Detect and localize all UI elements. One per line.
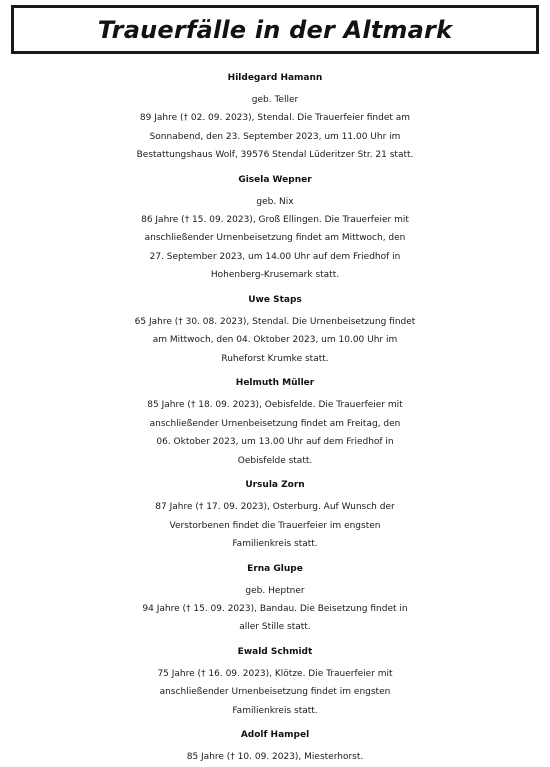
obituary-text (0, 313, 550, 369)
obituary-text (0, 498, 550, 554)
obituary-text-line: Ruheforst Krumke statt. (221, 353, 329, 364)
obituary-text (0, 211, 550, 285)
obituary-entry (0, 723, 550, 767)
page-title: Trauerfälle in der Altmark (97, 15, 453, 44)
obituary-text-line: Hohenberg-Krusemark statt. (210, 270, 340, 280)
obituary-text-line: Familienkreis statt. (232, 539, 318, 549)
obituary-text (0, 109, 550, 165)
obituary-text-line: 65 Jahre († 30. 08. 2023), Stendal. Die Urnenbeisetzung findet (134, 316, 416, 327)
obituary-text-line: 86 Jahre († 15. 09. 2023), Groß Ellingen. Die Trauerfeier mit (141, 214, 409, 225)
obituary-text-line: Oebisfelde statt. (237, 455, 313, 466)
obituary-text-line: am Mittwoch, den 04. Oktober 2023, um 10.00 Uhr im (152, 335, 398, 345)
obituary-text-line: 87 Jahre († 17. 09. 2023), Osterburg. Auf Wunsch der (155, 502, 395, 512)
obituary-text-line: 89 Jahre († 02. 09. 2023), Stendal. Die Trauerfeier findet am (139, 113, 411, 123)
obituary-entry (0, 168, 550, 285)
obituary-entry (0, 473, 550, 554)
obituary-text-line: 94 Jahre († 15. 09. 2023), Bandau. Die Beisetzung findet in (142, 603, 408, 614)
deceased-name: Adolf Hampel (240, 730, 310, 740)
obituary-entry (0, 640, 550, 721)
obituary-text-line: Verstorbenen findet die Trauerfeier im engsten (169, 520, 381, 531)
obituary-text (0, 665, 550, 721)
obituary-list (0, 66, 550, 767)
birth-name: geb. Heptner (245, 585, 305, 596)
obituary-text-line: 85 Jahre († 10. 09. 2023), Miesterhorst. (186, 752, 364, 762)
deceased-name: Ewald Schmidt (237, 646, 313, 657)
obituary-text (0, 396, 550, 470)
deceased-name: Erna Glupe (247, 563, 303, 574)
obituary-text-line: anschließender Urnenbeisetzung findet am Freitag, den (149, 418, 401, 429)
deceased-name: Uwe Staps (248, 294, 302, 305)
obituary-text-line: 06. Oktober 2023, um 13.00 Uhr auf dem Friedhof in (156, 437, 394, 447)
obituary-text-line: 27. September 2023, um 14.00 Uhr auf dem Friedhof in (149, 251, 401, 262)
obituary-entry (0, 371, 550, 470)
deceased-name: Gisela Wepner (238, 174, 312, 185)
obituary-text-line: aller Stille statt. (239, 622, 311, 632)
obituary-text-line: Sonnabend, den 23. September 2023, um 11.00 Uhr im (149, 131, 401, 142)
obituary-text (0, 600, 550, 637)
deceased-name: Hildegard Hamann (227, 73, 323, 83)
birth-name: geb. Teller (251, 95, 299, 105)
obituary-text-line: 75 Jahre († 16. 09. 2023), Klötze. Die Trauerfeier mit (157, 668, 393, 679)
birth-name: geb. Nix (256, 196, 294, 207)
obituary-text-line: Bestattungshaus Wolf, 39576 Stendal Lüderitzer Str. 21 statt. (136, 150, 414, 160)
obituary-text-line: anschließender Urnenbeisetzung findet im engsten (159, 687, 391, 697)
deceased-name: Ursula Zorn (245, 480, 305, 490)
obituary-entry (0, 557, 550, 637)
obituary-text-line: anschließender Urnenbeisetzung findet am Mittwoch, den (144, 233, 406, 243)
obituary-entry (0, 288, 550, 369)
obituary-text-line: Familienkreis statt. (232, 705, 318, 716)
deceased-name: Helmuth Müller (235, 378, 315, 388)
obituary-text-line: 85 Jahre († 18. 09. 2023), Oebisfelde. Die Trauerfeier mit (147, 400, 403, 410)
obituary-entry (0, 66, 550, 165)
header-box (11, 5, 539, 54)
